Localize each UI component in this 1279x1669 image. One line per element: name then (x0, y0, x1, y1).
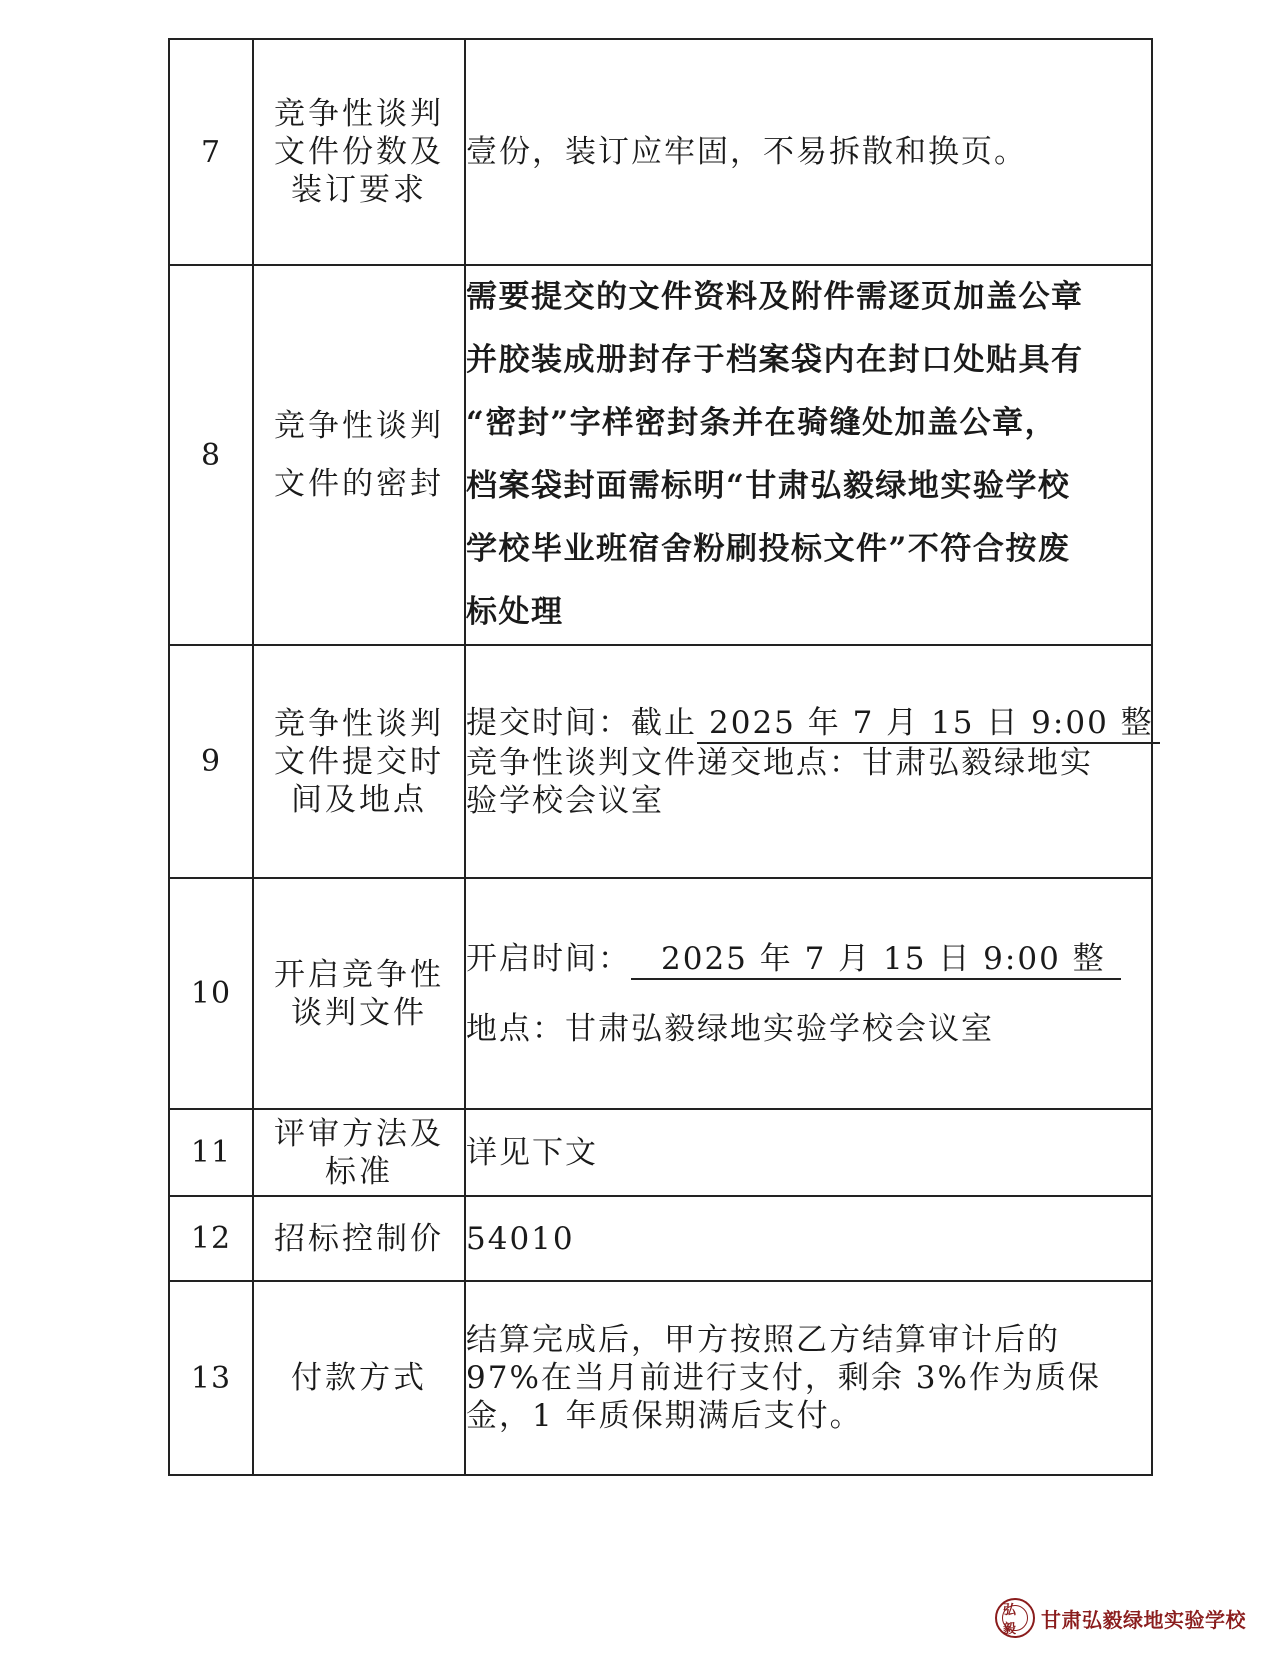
item-line: 文件的密封 (274, 466, 444, 502)
row-item (253, 265, 465, 645)
content-line: 并胶装成册封存于档案袋内在封口处贴具有 (466, 342, 1084, 378)
row-item (253, 645, 465, 878)
school-logo (995, 1596, 1246, 1640)
table-row-12 (169, 1196, 1152, 1281)
table-row-13 (169, 1281, 1152, 1475)
item-line: 文件份数及 (274, 134, 444, 170)
row-item (253, 1281, 465, 1475)
submit-time-label: 提交时间：截止 (466, 704, 697, 741)
item-line: 评审方法及 (274, 1115, 444, 1152)
table-row-10 (169, 878, 1152, 1109)
item-line: 付款方式 (291, 1360, 427, 1396)
open-time-label: 开启时间： (466, 940, 631, 977)
row-number: 13 (169, 1281, 253, 1475)
row-number: 12 (169, 1196, 253, 1281)
open-location: 地点：甘肃弘毅绿地实验学校会议室 (466, 1010, 994, 1047)
submit-time-value: 2025 年 7 月 15 日 9:00 整 (697, 704, 1160, 744)
content-line: 学校毕业班宿舍粉刷投标文件”不符合按废 (466, 531, 1071, 567)
row-content (465, 1281, 1152, 1475)
item-line: 间及地点 (291, 781, 427, 818)
row-content (465, 265, 1152, 645)
content-line: 竞争性谈判文件递交地点：甘肃弘毅绿地实 (466, 744, 1093, 781)
item-line: 招标控制价 (274, 1220, 444, 1257)
row-number: 9 (169, 645, 253, 878)
content-line: 需要提交的文件资料及附件需逐页加盖公章 (466, 279, 1084, 315)
content-line: 结算完成后，甲方按照乙方结算审计后的 (466, 1322, 1060, 1358)
item-line: 竞争性谈判 (274, 96, 444, 132)
seal-glyph: 弘毅 (1002, 1605, 1028, 1631)
table-row-8 (169, 265, 1152, 645)
open-time-line (466, 940, 1151, 980)
item-line: 标准 (325, 1153, 393, 1190)
row-content (465, 1109, 1152, 1196)
item-line: 竞争性谈判 (274, 408, 444, 444)
item-line: 谈判文件 (291, 994, 427, 1031)
document-table (168, 38, 1153, 1476)
open-time-value: 2025 年 7 月 15 日 9:00 整 (631, 940, 1121, 980)
row-item (253, 39, 465, 265)
submit-time-line (466, 704, 1154, 744)
content-line: “密封”字样密封条并在骑缝处加盖公章， (466, 405, 1058, 441)
table-row-11 (169, 1109, 1152, 1196)
school-name: 甘肃弘毅绿地实验学校 (1041, 1607, 1246, 1632)
content-line: 金，1 年质保期满后支付。 (466, 1398, 863, 1434)
row-content (465, 878, 1152, 1109)
item-line: 文件提交时 (274, 743, 444, 780)
spacer (466, 980, 1151, 1010)
row-content (465, 39, 1152, 265)
item-line: 竞争性谈判 (274, 705, 444, 742)
row-content (465, 1196, 1152, 1281)
row-item (253, 1109, 465, 1196)
row-item (253, 1196, 465, 1281)
row-item (253, 878, 465, 1109)
row-number: 8 (169, 265, 253, 645)
table-row-9 (169, 645, 1152, 878)
item-line: 装订要求 (291, 172, 427, 208)
content-line: 标处理 (466, 594, 564, 630)
row-number: 11 (169, 1109, 253, 1196)
content-line: 97%在当月前进行支付，剩余 3%作为质保 (466, 1360, 1101, 1396)
content-line: 壹份，装订应牢固，不易拆散和换页。 (466, 134, 1027, 170)
school-seal-icon (995, 1598, 1035, 1638)
content-line: 档案袋封面需标明“甘肃弘毅绿地实验学校 (466, 468, 1071, 504)
item-line: 开启竞争性 (274, 956, 444, 993)
row-number: 10 (169, 878, 253, 1109)
content-line: 54010 (466, 1220, 575, 1257)
content-line: 详见下文 (466, 1134, 598, 1171)
row-number: 7 (169, 39, 253, 265)
content-line: 验学校会议室 (466, 782, 664, 819)
row-content (465, 645, 1152, 878)
table-row-7 (169, 39, 1152, 265)
